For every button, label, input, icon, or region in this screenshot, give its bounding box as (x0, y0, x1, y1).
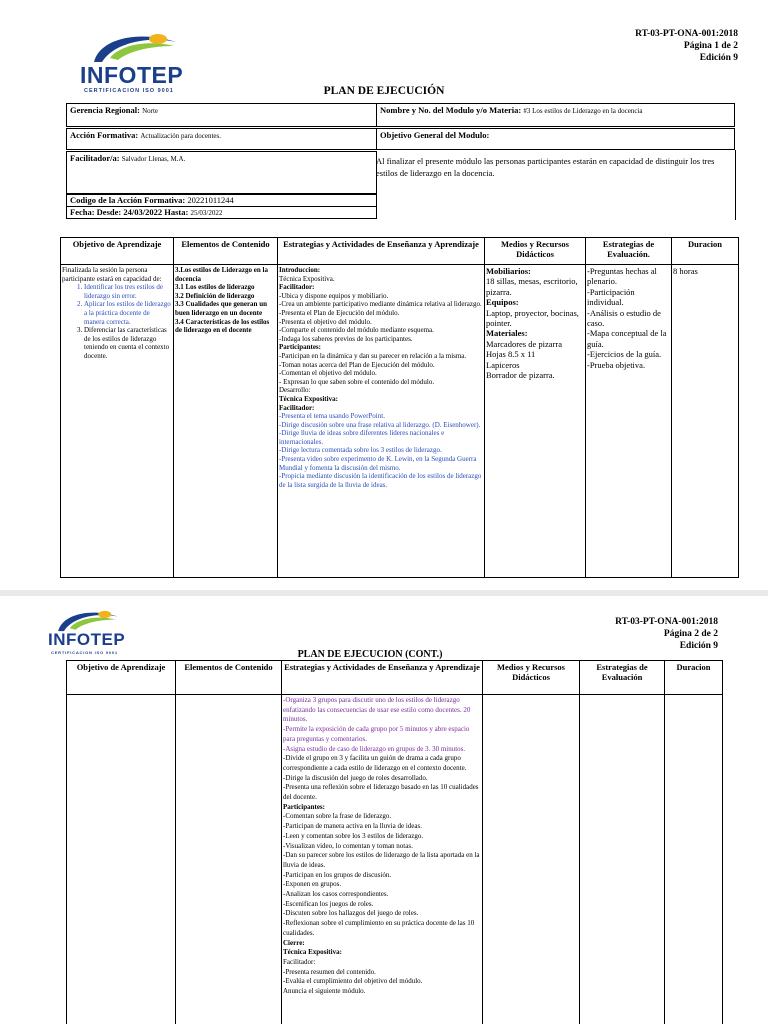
table-header-row (61, 238, 739, 265)
estrategia-line: -Toman notas acerca del Plan de Ejecución del módulo. (279, 360, 435, 369)
page-number: Página 1 de 2 (683, 41, 738, 51)
estrategia-line: Anuncia el siguiente módulo. (283, 987, 366, 996)
evaluacion-line: -Participación individual. (587, 286, 635, 308)
estrategia-line: -Participan en la dinámica y dan su parecer en relación a la misma. (279, 351, 467, 360)
col-header-duracion: Duracion (665, 661, 723, 695)
estrategia-line: - Expresan lo que saben sobre el contenido del módulo. (279, 377, 435, 386)
accion-field (66, 128, 377, 150)
accion-label: Acción Formativa: (70, 130, 139, 140)
table-row (67, 695, 723, 1024)
facilitador-field (66, 151, 377, 194)
contenido-cell (174, 265, 278, 578)
evaluacion-line: -Análisis o estudio de caso. (587, 307, 661, 329)
logo-tagline: CERTIFICACION ISO 9001 (84, 88, 174, 94)
contenido-item: 3.4 Características de los estilos de liderazgo en el docente (175, 317, 270, 335)
estrategia-line: -Divide el grupo en 3 y facilita un guión de drama a cada grupo correspondiente a cada estilo de liderazgo en el contexto docente. (283, 754, 467, 772)
estrategia-line: -Propicia mediante discusión la identificación de los estilos de liderazgo de la lista surgida de la lluvia de ideas. (279, 472, 482, 489)
modulo-field (376, 103, 735, 127)
medio-line: Laptop, proyector, bocinas, pointer. (486, 307, 579, 329)
modulo-label: Nombre y No. del Modulo y/o Materia: (380, 105, 522, 115)
estrategia-line: Técnica Expositiva. (279, 274, 335, 283)
contenido-item: 3.1 Los estilos de liderazgo (175, 283, 255, 292)
fecha-label: Fecha: (70, 207, 95, 217)
estrategia-line: -Comentan sobre la frase de liderazgo. (283, 812, 392, 821)
estrategia-line: -Dirige discusión sobre una frase relativa al liderazgo. (D. Eisenhower). (279, 420, 481, 429)
estrategia-line: -Presenta el objetivo del módulo. (279, 317, 372, 326)
page-title: PLAN DE EJECUCIÓN (323, 85, 445, 97)
contenido-cell (176, 695, 282, 1024)
medio-line: 18 sillas, mesas, escritorio, pizarra. (486, 276, 578, 297)
estrategia-line: -Indaga los saberes previos de los participantes. (279, 334, 413, 343)
medio-line: Hojas 8.5 x 11 (486, 349, 536, 360)
document-code-block (615, 616, 718, 652)
estrategia-line: -Dirige lluvia de ideas sobre diferentes líderes nacionales e internacionales. (279, 429, 445, 446)
medio-line: Mobiliarios: (486, 266, 531, 276)
duracion-cell: 8 horas (672, 265, 739, 578)
estrategia-line: Facilitador: (279, 403, 315, 412)
objetivo-general-field (376, 128, 735, 150)
facilitador-label: Facilitador/a: (70, 153, 120, 163)
gerencia-field (66, 103, 377, 127)
col-header-objetivo: Objetivo de Aprendizaje (61, 238, 174, 265)
edition: Edición 9 (699, 53, 738, 63)
medio-line: Equipos: (486, 297, 519, 308)
estrategia-line: Participantes: (283, 802, 325, 811)
objetivo-cell (67, 695, 176, 1024)
objetivo-intro: Finalizada la sesión la persona participante estará en capacidad de: (62, 266, 162, 283)
objetivo-general-label: Objetivo General del Modulo: (380, 130, 490, 140)
document-code-block (635, 28, 738, 64)
estrategia-line: -Evalúa el cumplimiento del objetivo del módulo. (283, 977, 423, 986)
estrategia-line: -Visualizan video, lo comentan y toman notas. (283, 841, 413, 850)
estrategia-line: -Presenta el tema usando PowerPoint. (279, 412, 385, 421)
medio-line: Marcadores de pizarra (486, 338, 562, 349)
estrategia-line: -Presenta el Plan de Ejecución del módulo. (279, 308, 400, 317)
estrategia-line: -Dirige lectura comentada sobre los 3 estilos de liderazgo. (279, 446, 442, 455)
evaluacion-line: -Prueba objetiva. (587, 359, 646, 370)
medio-line: Lapiceros (486, 359, 520, 370)
col-header-contenido: Elementos de Contenido (174, 238, 278, 265)
table-header-row (67, 661, 723, 695)
estrategia-line: -Presenta resumen del contenido. (283, 967, 376, 976)
plan-table (60, 237, 739, 578)
estrategia-line: Técnica Expositiva: (279, 394, 338, 403)
evaluacion-cell (586, 265, 672, 578)
objetivo-general-value: Al finalizar el presente módulo las personas participantes estarán en capacidad de distinguir los tres estilos de liderazgo en la docencia. (376, 156, 715, 178)
col-header-contenido: Elementos de Contenido (176, 661, 282, 695)
estrategia-line: Técnica Expositiva: (283, 948, 342, 957)
accion-value: Actualización para docentes. (140, 132, 221, 140)
facilitador-value: Salvador Llenas, M.A. (121, 155, 186, 163)
estrategia-line: -Leen y comentan sobre los 3 estilos de liderazgo. (283, 831, 424, 840)
page-number: Página 2 de 2 (663, 629, 718, 639)
codigo-value: 20221011244 (187, 195, 234, 205)
estrategia-line: Introduccion: (279, 266, 321, 274)
evaluacion-line: -Ejercicios de la guía. (587, 349, 662, 360)
table-row (61, 265, 739, 578)
estrategia-line: Facilitador: (279, 283, 315, 292)
medios-cell (485, 265, 586, 578)
estrategia-line: -Discuten sobre los hallazgos del juego de roles. (283, 909, 419, 918)
estrategia-line: -Participan de manera activa en la lluvia de ideas. (283, 822, 422, 831)
estrategia-line: -Reflexionan sobre el cumplimiento en su práctica docente de las 10 cualidades. (283, 919, 475, 937)
edition: Edición 9 (679, 641, 718, 651)
medios-cell (483, 695, 580, 1024)
medio-line: Materiales: (486, 328, 528, 339)
gerencia-label: Gerencia Regional: (70, 105, 140, 115)
estrategia-line: -Organiza 3 grupos para discutir uno de los estilos de liderazgo enfatizando las consecuencias de usar ese estilo como docentes. 20 minutos. (283, 696, 471, 724)
objetivo-item (84, 283, 172, 300)
logo-wordmark: INFOTEP (80, 62, 184, 88)
estrategia-line: -Presenta una reflexión sobre el liderazgo basado en las 10 cualidades del docente. (283, 783, 479, 802)
col-header-evaluacion: Estrategias de Evaluación (580, 661, 665, 695)
estrategia-line: -Crea un ambiente participativo mediante dinámica relativa al liderazgo. (279, 300, 482, 309)
contenido-item: 3.3 Cualidades que generan un buen liderazgo en un docente (175, 300, 267, 317)
col-header-duracion: Duracion (672, 238, 739, 265)
objetivo-item (84, 326, 172, 360)
codigo-label: Codigo de la Acción Formativa: (70, 195, 186, 205)
estrategia-line: -Escenifican los juegos de roles. (283, 899, 374, 908)
evaluacion-line: -Preguntas hechas al plenario. (587, 266, 657, 287)
objetivo-text: Identificar los tres estilos de liderazgo sin error. (84, 283, 163, 300)
col-header-objetivo: Objetivo de Aprendizaje (67, 661, 176, 695)
logo-tagline: CERTIFICACION ISO 9001 (51, 650, 118, 655)
estrategia-line: -Comentan el objetivo del módulo. (279, 369, 377, 378)
estrategia-line: -Participan en los grupos de discusión. (283, 870, 392, 879)
estrategia-line: -Dan su parecer sobre los estilos de liderazgo de la lista aportada en la lluvia de ideas. (283, 851, 480, 869)
estrategia-line: -Dirige la discusión del juego de roles desarrollado. (283, 773, 428, 782)
col-header-evaluacion: Estrategias de Evaluación. (586, 238, 672, 265)
estrategia-line: -Exponen en grupos. (283, 880, 342, 889)
estrategia-line: Cierre: (283, 938, 305, 947)
objetivo-cell (61, 265, 174, 578)
medio-line: Borrador de pizarra. (486, 370, 555, 381)
estrategia-line: -Asigna estudio de caso de liderazgo en grupos de 3. 30 minutos. (283, 744, 466, 753)
contenido-item: 3.Los estilos de Liderazgo en la docencia (175, 266, 268, 283)
objetivo-text: Diferenciar las características de los estilos de liderazgo teniendo en cuenta el contexto docente. (84, 326, 170, 360)
col-header-estrategias: Estrategias y Actividades de Enseñanza y Aprendizaje (278, 238, 485, 265)
modulo-value: #3 Los estilos de Liderazgo en la docencia (523, 107, 643, 115)
document-code: RT-03-PT-ONA-001:2018 (615, 617, 718, 627)
desde-label: Desde: (96, 207, 122, 217)
estrategia-line: Participantes: (279, 343, 321, 352)
plan-table-cont (66, 660, 723, 1024)
objetivos-list (62, 283, 172, 360)
estrategia-line: -Comparte el contenido del módulo mediante esquema. (279, 326, 434, 335)
divider (735, 150, 736, 220)
objetivo-item (84, 300, 172, 326)
duracion-cell (665, 695, 723, 1024)
evaluacion-cell (580, 695, 665, 1024)
estrategia-line: -Permite la exposición de cada grupo por 5 minutos y abre espacio para preguntas y comentarios. (283, 725, 470, 743)
estrategia-line: -Presenta video sobre experimento de K. Lewin, en la Segunda Guerra Mundial y fomenta la discusión del mismo. (279, 455, 477, 472)
estrategia-line: -Analizan los casos correspondientes. (283, 890, 389, 899)
contenido-item: 3.2 Definición de liderazgo (175, 291, 255, 300)
page-title: PLAN DE EJECUCION (CONT.) (297, 649, 443, 660)
estrategia-line: Facilitador: (283, 957, 316, 966)
objetivo-text: Aplicar los estilos de liderazgo a la práctica docente de manera correcta. (84, 300, 171, 326)
col-header-estrategias: Estrategias y Actividades de Enseñanza y Aprendizaje (282, 661, 483, 695)
page-2 (0, 596, 768, 1024)
estrategia-line: Desarrollo: (279, 386, 311, 395)
col-header-medios: Medios y Recursos Didácticos (485, 238, 586, 265)
hasta-label: Hasta: (164, 207, 189, 217)
estrategias-cell (282, 695, 483, 1024)
estrategias-cell (278, 265, 485, 578)
estrategia-line: -Ubica y dispone equipos y mobiliario. (279, 291, 389, 300)
hasta-value: 25/03/2022 (190, 209, 223, 217)
logo-wordmark: INFOTEP (48, 630, 126, 649)
document-code: RT-03-PT-ONA-001:2018 (635, 29, 738, 39)
gerencia-value: Norte (142, 107, 159, 115)
fecha-field (66, 206, 377, 219)
evaluacion-line: -Mapa conceptual de la guía. (587, 328, 667, 349)
infotep-logo (48, 606, 128, 656)
desde-value: 24/03/2022 (123, 207, 163, 217)
col-header-medios: Medios y Recursos Didácticos (483, 661, 580, 695)
